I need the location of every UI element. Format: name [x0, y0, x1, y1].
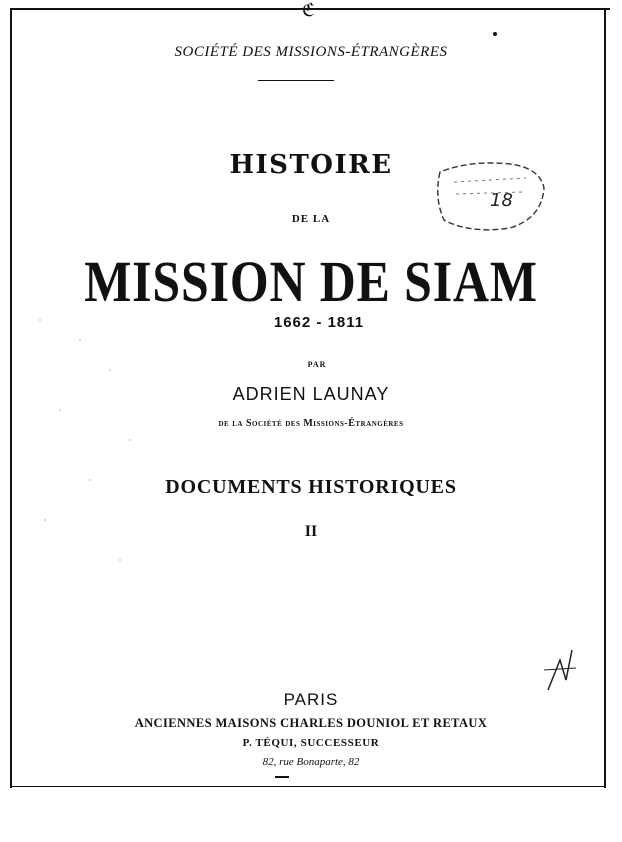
volume-subtitle: DOCUMENTS HISTORIQUES [165, 476, 457, 498]
corner-handwritten-mark: ℭ [302, 0, 315, 21]
volume-number: II [304, 523, 318, 540]
author-par: PAR [307, 360, 327, 369]
author-affiliation: de la Société des Missions-Étrangères [218, 418, 404, 429]
main-title: MISSION DE SIAM [84, 249, 538, 314]
author-name: ADRIEN LAUNAY [232, 384, 390, 404]
imprint-rule [275, 776, 289, 778]
imprint-city: PARIS [283, 690, 339, 709]
ink-dot [493, 32, 497, 36]
imprint-successor: P. TÉQUI, SUCCESSEUR [242, 737, 380, 749]
stamp-handwritten-number: 18 [490, 190, 513, 211]
title-de-la: DE LA [291, 213, 331, 225]
imprint-publisher: ANCIENNES MAISONS CHARLES DOUNIOL ET RETAUX [134, 716, 488, 730]
title-years: 1662 - 1811 [273, 314, 365, 331]
scan-speckle [20, 300, 160, 600]
title-histoire: HISTOIRE [229, 150, 393, 180]
library-stamp [430, 158, 548, 238]
society-heading: SOCIÉTÉ DES MISSIONS-ÉTRANGÈRES [174, 44, 448, 60]
scan-border-bottom [10, 786, 606, 787]
header-rule [258, 80, 334, 81]
imprint-address: 82, rue Bonaparte, 82 [262, 756, 360, 768]
